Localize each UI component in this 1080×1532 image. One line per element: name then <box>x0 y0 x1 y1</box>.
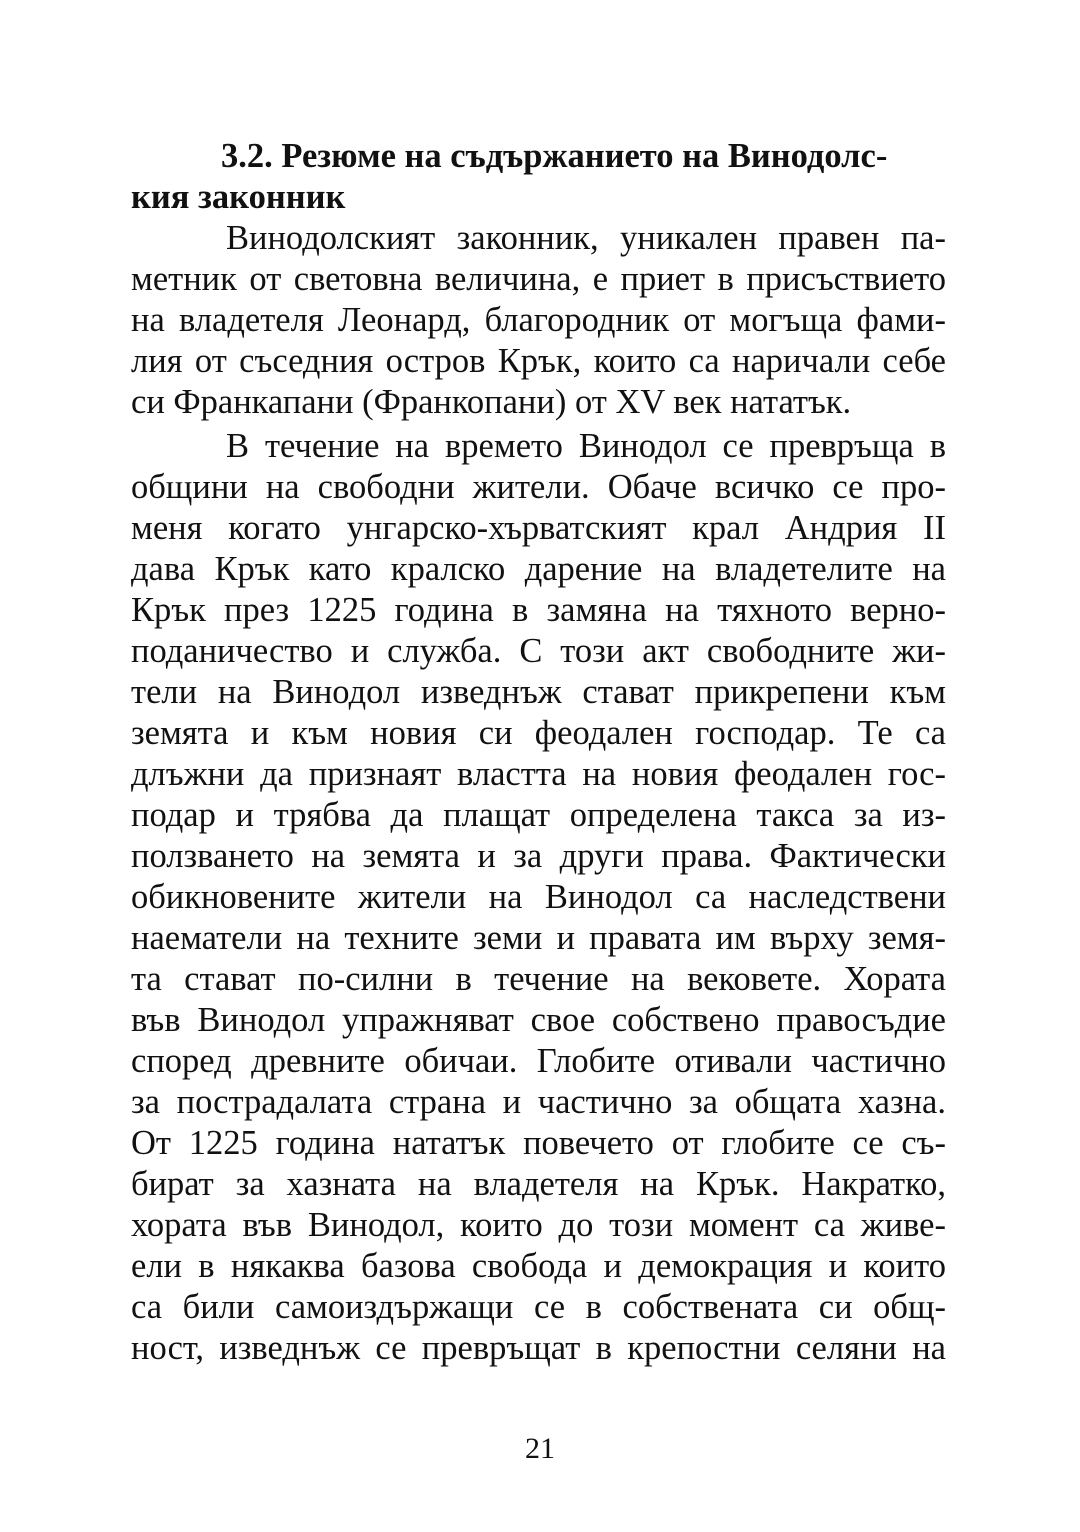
text-line: във Винодол упражняват свое собствено правосъдие <box>131 1001 946 1039</box>
text-line: Крък през 1225 година в замяна на тяхното верно- <box>131 591 946 629</box>
page-number: 21 <box>525 1432 555 1465</box>
text-line: дава Крък като кралско дарение на владетелите на <box>131 550 946 588</box>
text-line: длъжни да признаят властта на новия феодален гос- <box>131 755 946 793</box>
text-line: обикновените жители на Винодол са наследствени <box>131 878 946 916</box>
text-line: лия от съседния остров Крък, които са наричали себе <box>131 342 946 380</box>
text-line: Винодолският законник, уникален правен па- <box>226 219 946 257</box>
text-line: тели на Винодол изведнъж стават прикрепени към <box>131 673 946 711</box>
text-line: подар и трябва да плащат определена такса за из- <box>131 796 946 834</box>
text-line: ели в някаква базова свобода и демокрация и които <box>131 1247 946 1285</box>
text-line: метник от световна величина, е приет в присъствието <box>131 260 946 298</box>
section-heading-line-1: 3.2. Резюме на съдържанието на Винодолс- <box>221 137 888 175</box>
text-line: ползването на земята и за други права. Фактически <box>131 837 946 875</box>
text-line: ност, изведнъж се превръщат в крепостни селяни на <box>131 1329 946 1367</box>
text-line: си Франкапани (Франкопани) от XV век нататък. <box>131 383 852 421</box>
text-line: общини на свободни жители. Обаче всичко се про- <box>131 468 946 506</box>
text-line: хората във Винодол, които до този момент са живе- <box>131 1206 946 1244</box>
text-line: поданичество и служба. С този акт свободните жи- <box>131 632 946 670</box>
text-line: според древните обичаи. Глобите отивали частично <box>131 1042 946 1080</box>
section-heading-line-2: кия законник <box>131 178 346 216</box>
text-line: са били самоиздържащи се в собствената си общ- <box>131 1288 946 1326</box>
text-line: бират за хазната на владетеля на Крък. Накратко, <box>131 1165 946 1203</box>
text-line: земята и към новия си феодален господар. Те са <box>131 714 946 752</box>
text-line: меня когато унгарско-хърватският крал Андрия II <box>131 509 946 547</box>
text-line: От 1225 година нататък повечето от глобите се съ- <box>131 1124 946 1162</box>
text-line: наематели на техните земи и правата им върху земя- <box>131 919 946 957</box>
text-line: В течение на времето Винодол се превръща в <box>226 427 946 465</box>
text-line: та стават по-силни в течение на вековете. Хората <box>131 960 946 998</box>
text-line: на владетеля Леонард, благородник от могъща фами- <box>131 301 946 339</box>
text-line: за пострадалата страна и частично за общата хазна. <box>131 1083 946 1121</box>
